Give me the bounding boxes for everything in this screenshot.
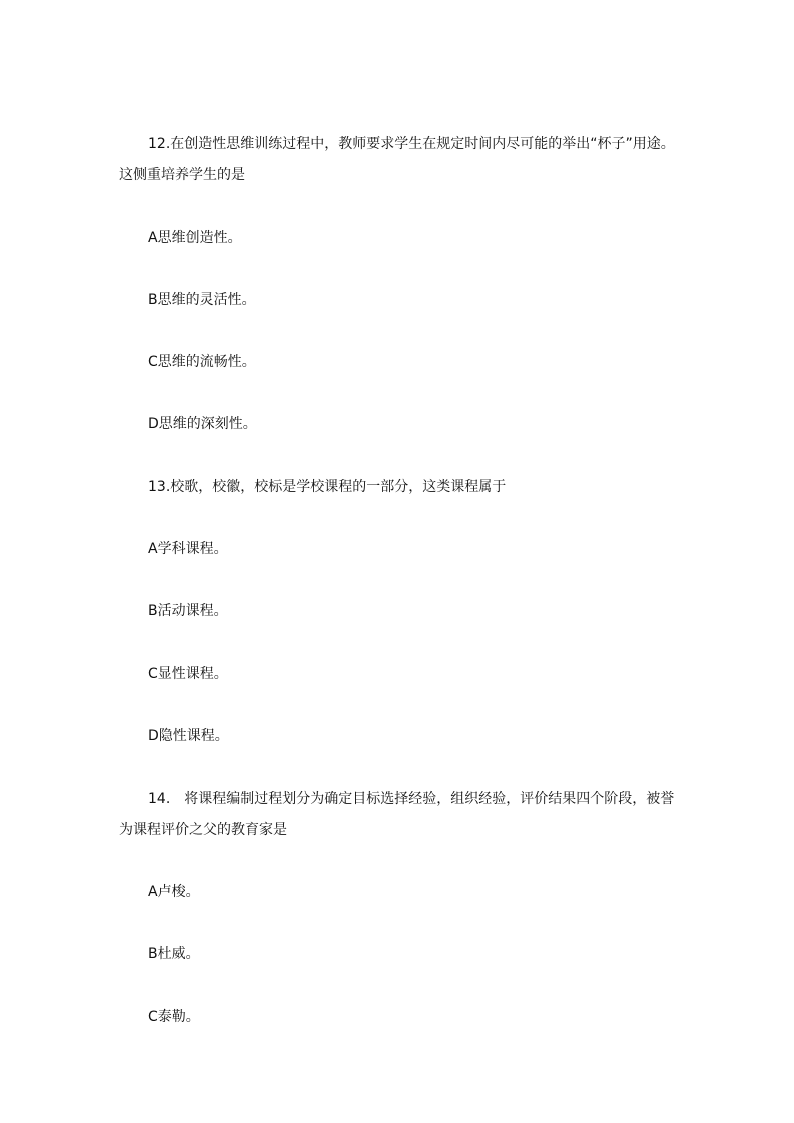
question-13-text: 13.校歌，校徽，校标是学校课程的一部分，这类课程属于 <box>148 479 507 495</box>
option-12-a: A思维创造性。 <box>148 230 242 246</box>
option-13-b: B活动课程。 <box>148 603 228 619</box>
option-13-c: C显性课程。 <box>148 666 228 682</box>
option-13-a: A学科课程。 <box>148 541 228 557</box>
question-14-text-cont: 为课程评价之父的教育家是 <box>119 822 287 838</box>
option-14-c: C泰勒。 <box>148 1009 200 1025</box>
question-12-text-cont: 这侧重培养学生的是 <box>119 167 245 183</box>
option-13-d: D隐性课程。 <box>148 728 229 744</box>
question-14-text: 14. 将课程编制过程划分为确定目标选择经验，组织经验，评价结果四个阶段，被誉 <box>148 791 675 807</box>
option-14-a: A卢梭。 <box>148 884 200 900</box>
option-14-b: B杜威。 <box>148 946 200 962</box>
option-12-c: C思维的流畅性。 <box>148 354 256 370</box>
option-12-b: B思维的灵活性。 <box>148 292 256 308</box>
question-12-text: 12.在创造性思维训练过程中，教师要求学生在规定时间内尽可能的举出“杯子”用途。 <box>148 136 675 152</box>
option-12-d: D思维的深刻性。 <box>148 416 257 432</box>
